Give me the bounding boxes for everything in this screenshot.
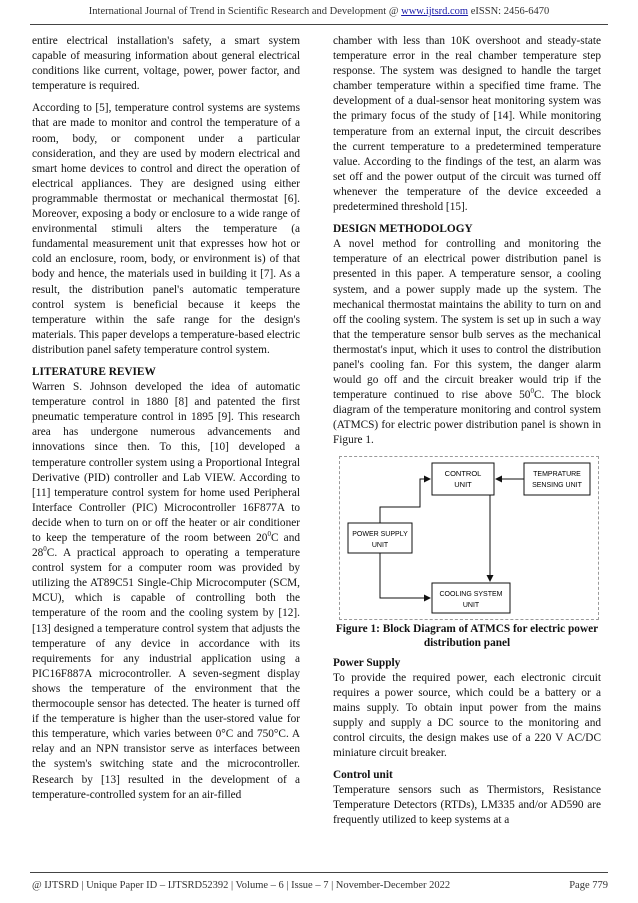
control-unit-block [432, 463, 494, 495]
control-unit-label: UNIT [454, 479, 472, 489]
power-supply-label: POWER SUPPLY [352, 530, 408, 538]
subsection-heading-power-supply: Power Supply [333, 656, 401, 669]
paragraph: According to [5], temperature control systems are systems that are made to monitor and control the temperature of a room, body, or component under a particular consideration, and they are used by modern electrical and smart home devices to control and direct the operation of electrical appliances. They are designed using either programmable thermostat or mechanical thermostat [6]. Moreover, exposing a body or enclosure to a wide range of environmental stimuli alters the temperature (a fundamental measurement unit that expresses how hot or cold an enclosure, room, body, or environment is) of that body and hence, the materials used in building it [7]. As a result, the distribution panel's automatic temperature control system is beneficial because it keeps the temperature within the safe range for the design's materials. This paper develops a temperature-based electric distribution panel safety temperature control system. [32, 102, 300, 356]
left-column [32, 34, 300, 810]
paragraph: To provide the required power, each electronic circuit requires a power source, which could be a battery or a mains supply. To obtain input power from the mains supply and supply a DC source to the monitoring and control circuits, the design makes use of a 220 V AC/DC miniature circuit breaker. [333, 671, 601, 760]
footer-info: @ IJTSRD | Unique Paper ID – IJTSRD52392 | Volume – 6 | Issue – 7 | November-December 2022 [32, 880, 451, 891]
subsection-heading-control-unit: Control unit [333, 769, 393, 782]
paragraph: Warren S. Johnson developed the idea of automatic temperature control in 1880 [8] and patented the first pneumatic temperature control in 1895 [9]. This research area has undergone numerous advancements and innovations since then. To this, [10] developed a temperature controller system using a Proportional Integral Derivative (PID) controller and Lab VIEW. According to [11] temperature control system for home used Peripheral Interface Controller (PIC) Microcontroller 16F877A to decide when to turn on or off the heater or air conditioner to keep the temperature of the room between $20^0C$ and $28^0C$. A practical approach to operating a temperature control system for a computer room was provided by utilizing the AT89C51 Single-Chip Microcomputer (SCM, MCU), which is capable of controlling both the temperature of the room and the cooling system by [12]. [13] designed a temperature control system that adjusts the temperature of any device in accordance with its requirements for any industrial application using a PIC16F887A microcontroller. A seven-segment display shows the temperature of the environment that the thermocouple sensor has detected. The heater is turned off if the temperature is higher than the user-stored value for this temperature, which varies between 0°C and 750°C. A relay and an NPN transistor serve as interfaces between the system's switching state and the microcontroller. Research by [13] resulted in the development of a temperature-controlled system for an air-filled [32, 381, 300, 801]
block-diagram-figure [339, 456, 599, 620]
block-diagram [340, 457, 598, 619]
footer-divider [30, 872, 608, 873]
arrow-power-to-cooling [380, 553, 430, 598]
arrow-power-to-control [380, 479, 430, 523]
paragraph: chamber with less than 10K overshoot and steady-state temperature error in the real chamber temperature step response. The system was designed to handle the target chamber temperature within a specified time frame. The development of a dual-sensor heat monitoring system was the primary focus of the study of [14]. While monitoring temperature from an external input, the circuit describes the current temperature to a predetermined temperature value. According to the findings of the test, an alarm was set off and the power output of the circuit was turned off whenever the temperature of the device exceeded a predetermined threshold [15]. [333, 35, 601, 214]
paragraph: A novel method for controlling and monitoring the temperature of an electrical power distribution panel is presented in this paper. A temperature sensor, a cooling system, and a power supply made up the system. The mechanical thermostat maintains the ability to turn on and off the cooling system. The system is set up in such a way that the temperature sensor bulb serves as the mechanical thermostat's input, which it uses to control the distribution panel's cooling fan. For this system, the danger alarm would go off and the circuit breaker would trip if the temperature continued to rise above $50^0C$. The block diagram of the temperature monitoring and control system (ATMCS) for electric power distribution panel is shown in Figure 1. [333, 238, 602, 447]
section-heading-literature-review: LITERATURE REVIEW [32, 365, 156, 378]
cooling-system-label: UNIT [462, 601, 480, 609]
journal-name: International Journal of Trend in Scientific Research and Development @ [88, 6, 399, 17]
paragraph: Temperature sensors such as Thermistors, Resistance Temperature Detectors (RTDs), LM335 and/or AD590 are frequently utilized to keep systems at a [333, 784, 601, 827]
page-footer [32, 880, 608, 891]
page-header [0, 6, 638, 17]
journal-url-link[interactable]: www.ijtsrd.com [401, 6, 469, 17]
cooling-system-label: COOLING SYSTEM [439, 590, 503, 598]
page-number: Page 779 [569, 880, 608, 891]
paragraph: entire electrical installation's safety, a smart system capable of measuring information about general electrical conditions like current, voltage, power, power factor, and temperature is required. [32, 35, 300, 93]
right-column [333, 34, 601, 836]
header-divider [30, 24, 608, 25]
control-unit-label: CONTROL [444, 468, 482, 478]
issn: eISSN: 2456-6470 [470, 6, 550, 17]
power-supply-label: UNIT [371, 541, 389, 549]
section-heading-design-methodology: DESIGN METHODOLOGY [333, 223, 473, 236]
sensing-unit-label: TEMPRATURE [533, 470, 581, 478]
sensing-unit-label: SENSING UNIT [532, 481, 582, 489]
sensing-unit-block [524, 463, 590, 495]
figure-caption: Figure 1: Block Diagram of ATMCS for electric power distribution panel [335, 622, 599, 649]
